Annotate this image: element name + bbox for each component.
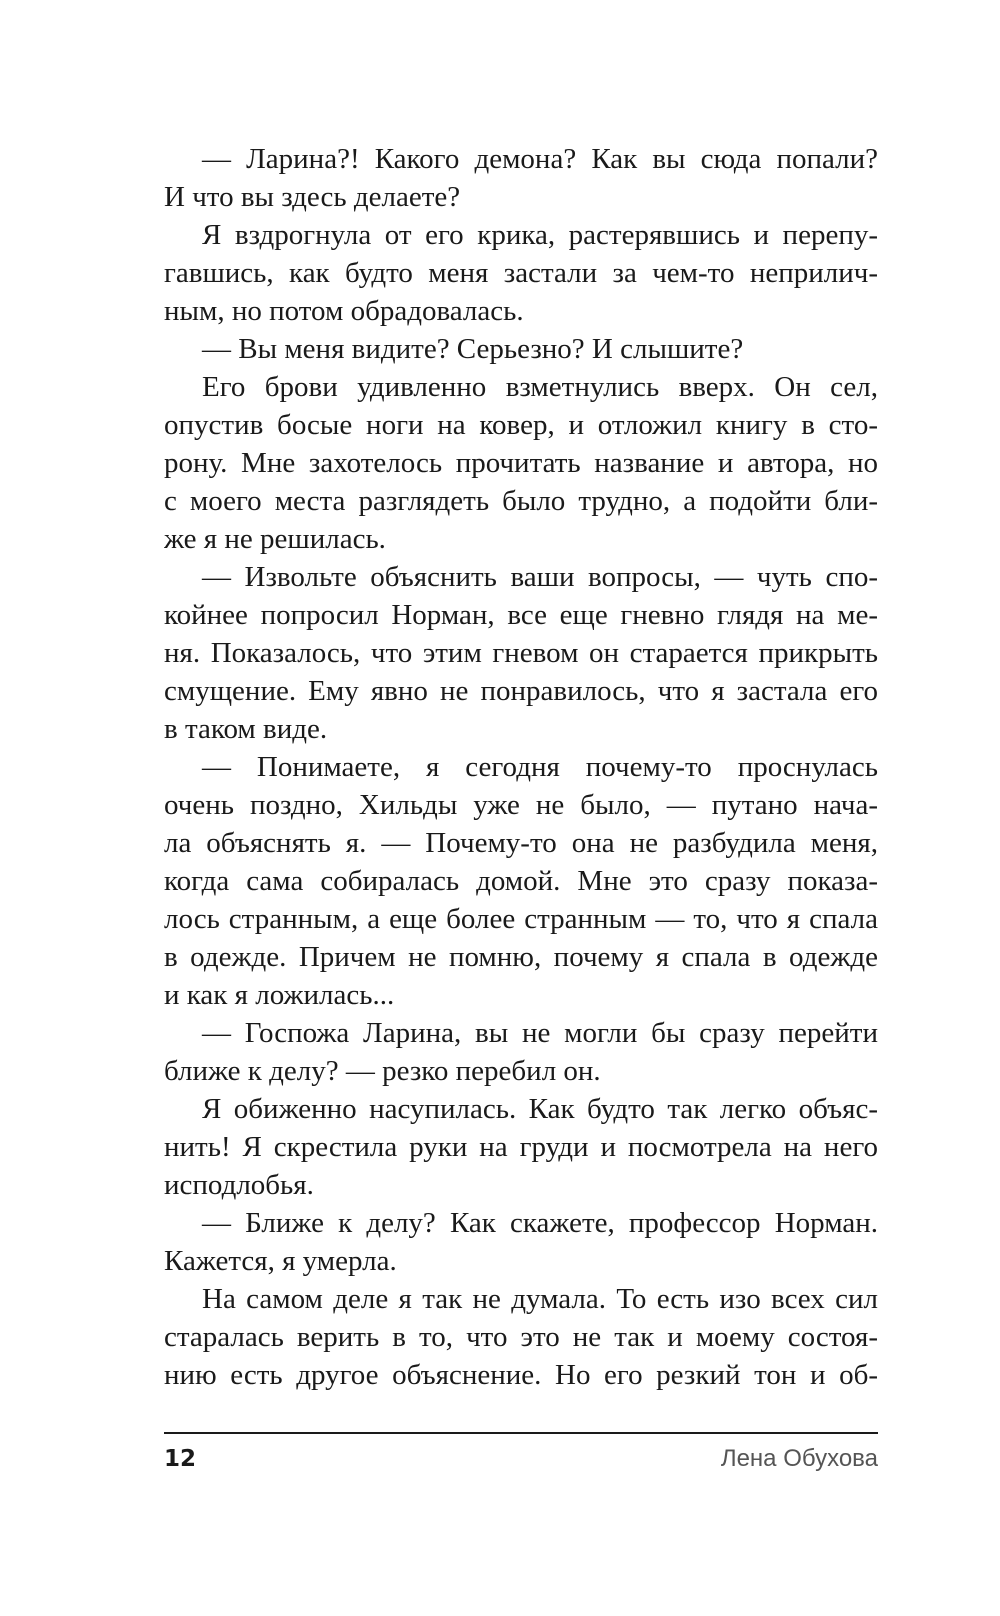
text-line: в одежде. Причем не помню, почему я спала в одежде [164, 941, 878, 973]
text-line: — Вы меня видите? Серьезно? И слышите? [202, 333, 744, 365]
text-line: ближе к делу? — резко перебил он. [164, 1055, 601, 1087]
footer-rule [164, 1432, 878, 1434]
text-line: И что вы здесь делаете? [164, 181, 461, 213]
text-line: Я вздрогнула от его крика, растерявшись и перепу- [202, 219, 878, 251]
text-line: когда сама собиралась домой. Мне это сразу показа- [164, 865, 878, 897]
text-line: в таком виде. [164, 713, 328, 745]
text-line: На самом деле я так не думала. То есть изо всех сил [202, 1283, 878, 1315]
text-line: нить! Я скрестила руки на груди и посмотрела на него [164, 1131, 878, 1163]
text-line: смущение. Ему явно не понравилось, что я застала его [164, 675, 878, 707]
running-footer-author: Лена Обухова [720, 1445, 878, 1472]
text-line: очень поздно, Хильды уже не было, — путано нача- [164, 789, 878, 821]
text-line: нию есть другое объяснение. Но его резкий тон и об- [164, 1359, 878, 1391]
text-line: опустив босые ноги на ковер, и отложил книгу в сто- [164, 409, 878, 441]
text-line: ным, но потом обрадовалась. [164, 295, 524, 327]
text-line: — Понимаете, я сегодня почему-то проснулась [202, 751, 878, 783]
text-line: же я не решилась. [164, 523, 386, 555]
text-line: койнее попросил Норман, все еще гневно глядя на ме- [164, 599, 878, 631]
text-line: старалась верить в то, что это не так и моему состоя- [164, 1321, 878, 1353]
text-line: ла объяснять я. — Почему-то она не разбудила меня, [164, 827, 878, 859]
text-line: — Ларина?! Какого демона? Как вы сюда попали? [202, 143, 878, 175]
text-line: — Извольте объяснить ваши вопросы, — чуть спо- [202, 561, 878, 593]
text-line: Я обиженно насупилась. Как будто так легко объяс- [202, 1093, 878, 1125]
text-line: Его брови удивленно взметнулись вверх. Он сел, [202, 371, 878, 403]
text-line: исподлобья. [164, 1169, 314, 1201]
page-number: 12 [164, 1446, 197, 1472]
text-line: с моего места разглядеть было трудно, а подойти бли- [164, 485, 878, 517]
body-text [164, 140, 878, 1394]
text-line: — Госпожа Ларина, вы не могли бы сразу перейти [202, 1017, 878, 1049]
text-line: лось странным, а еще более странным — то, что я спала [164, 903, 878, 935]
text-line: и как я ложилась... [164, 979, 395, 1011]
text-line: Кажется, я умерла. [164, 1245, 397, 1277]
text-line: — Ближе к делу? Как скажете, профессор Норман. [202, 1207, 878, 1239]
text-line: ня. Показалось, что этим гневом он старается прикрыть [164, 637, 878, 669]
text-line: гавшись, как будто меня застали за чем-то неприлич- [164, 257, 878, 289]
text-line: рону. Мне захотелось прочитать название и автора, но [164, 447, 878, 479]
